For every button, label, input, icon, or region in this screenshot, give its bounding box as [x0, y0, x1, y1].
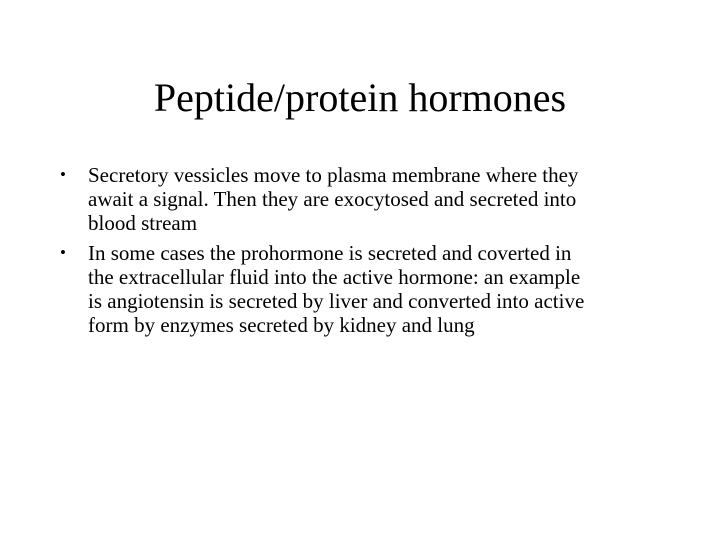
bullet-item	[60, 163, 670, 235]
bullet-text-line: In some cases the prohormone is secreted and coverted in	[88, 241, 572, 265]
bullet-text-line: form by enzymes secreted by kidney and lung	[88, 313, 475, 337]
bullet-text-line: the extracellular fluid into the active hormone: an example	[88, 265, 581, 289]
bullet-text-line: Secretory vessicles move to plasma membrane where they	[88, 163, 579, 187]
bullet-text-line: await a signal. Then they are exocytosed and secreted into	[88, 187, 577, 211]
bullet-item	[60, 241, 670, 337]
bullet-list	[60, 163, 670, 343]
bullet-text-line: blood stream	[88, 211, 198, 235]
slide-title: Peptide/protein hormones	[153, 75, 567, 120]
bullet-icon: •	[60, 243, 66, 262]
bullet-icon: •	[60, 165, 66, 184]
bullet-text-line: is angiotensin is secreted by liver and converted into active	[88, 289, 585, 313]
